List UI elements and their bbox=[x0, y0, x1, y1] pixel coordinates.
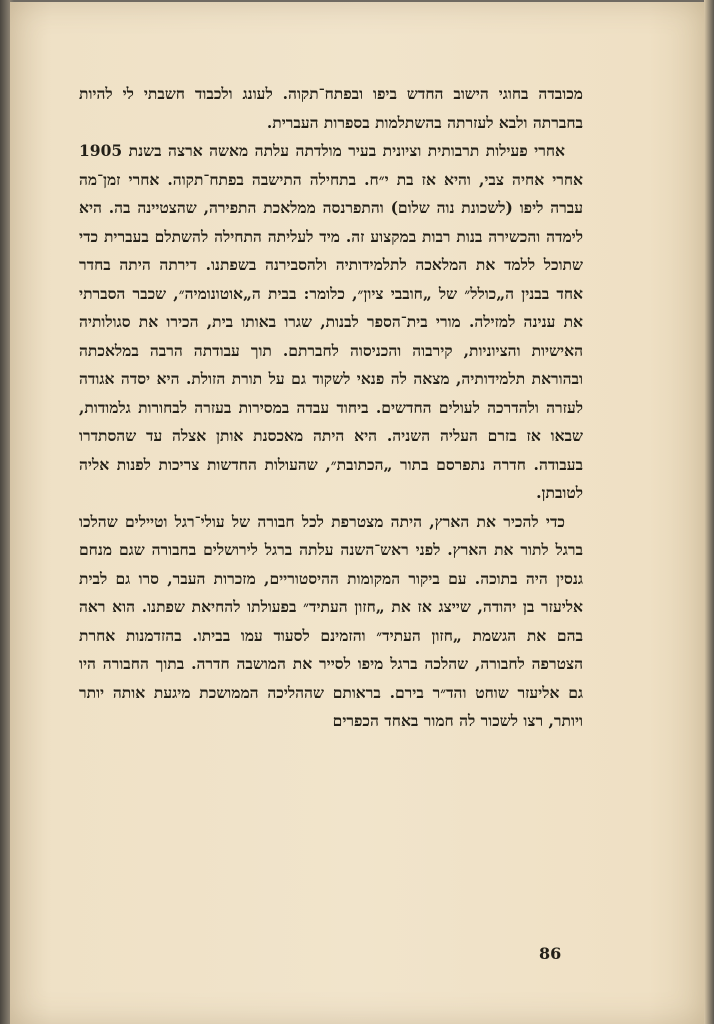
paragraph-3: כדי להכיר את הארץ, היתה מצטרפת לכל חבורה של עולי־רגל וטיילים שהלכו ברגל לתור את הארץ. לפני ראש־השנה עלתה ברגל לירושלים בחבורה שגם מנחם גנסין היה בתוכה. עם ביקור המקומות ההיסטוריים, מזכרות העבר, סרו גם לבית אליעזר בן יהודה, שייצג אז את „חזון העתיד״ בפעולתו להחיאת שפתנו. הוא ראה בהם את הגשמת „חזון העתיד״ והזמינם לסעוד עמו בביתו. בהזדמנות אחרת הצטרפה לחבורה, שהלכה ברגל מיפו לסייר את המושבה חדרה. בתוך החבורה היו גם אליעזר שוחט והד״ר בירם. בראותם שההליכה הממושכת מיגעת אותה יותר ויותר, רצו לשכור לה חמור באחד הכפרים bbox=[79, 511, 583, 730]
page-number: 86 bbox=[539, 944, 562, 963]
body-text bbox=[79, 80, 583, 736]
paragraph-1: מכובדה בחוגי הישוב החדש ביפו ובפתח־תקוה. לעונג ולכבוד חשבתי לי להיות בחברתה ולבא לעזרתה בהשתלמות בספרות העברית. bbox=[79, 84, 583, 132]
paragraph-2: אחרי פעילות תרבותית וציונית בעיר מולדתה עלתה מאשה ארצה בשנת 1905 אחרי אחיה צבי, והיא אז בת י״ח. בתחילה התישבה בפתח־תקוה. אחרי זמן־מה עברה ליפו (לשכונת נוה שלום) והתפרנסה ממלאכת התפירה, שהצטיינה בה. היא לימדה והכשירה בנות רבות במקצוע זה. מיד לעליתה התחילה להשתלם בעברית כדי שתוכל ללמד את המלאכה לתלמידותיה ולהסבירנה בשפתנו. דירתה היתה בחדר אחד בבנין ה„כולל״ של „חובבי ציון״, כלומר: בבית ה„אוטונומיה״, שכבר הסברתי את ענינה למזילה. מורי בית־הספר לבנות, שגרו באותו בית, הכירו את סגולותיה האישיות והציוניות, קירבוה והכניסוה לחברתם. תוך עבודתה הרבה במלאכתה ובהוראת תלמידותיה, מצאה לה פנאי לשקוד גם על תורת הזולת. היא יסדה אגודה לעזרה ולהדרכה לעולים החדשים. ביחוד עבדה במסירות בעזרה לבחורות גלמודות, שבאו אז בזרם העליה השניה. היא היתה מאכסנת אותן אצלה עד שהסתדרו בעבודה. חדרה נתפרסם בתור „הכתובת״, שהעולות החדשות צריכות לפנות אליה לטובתן. bbox=[79, 141, 583, 502]
page-edge bbox=[704, 0, 714, 1024]
